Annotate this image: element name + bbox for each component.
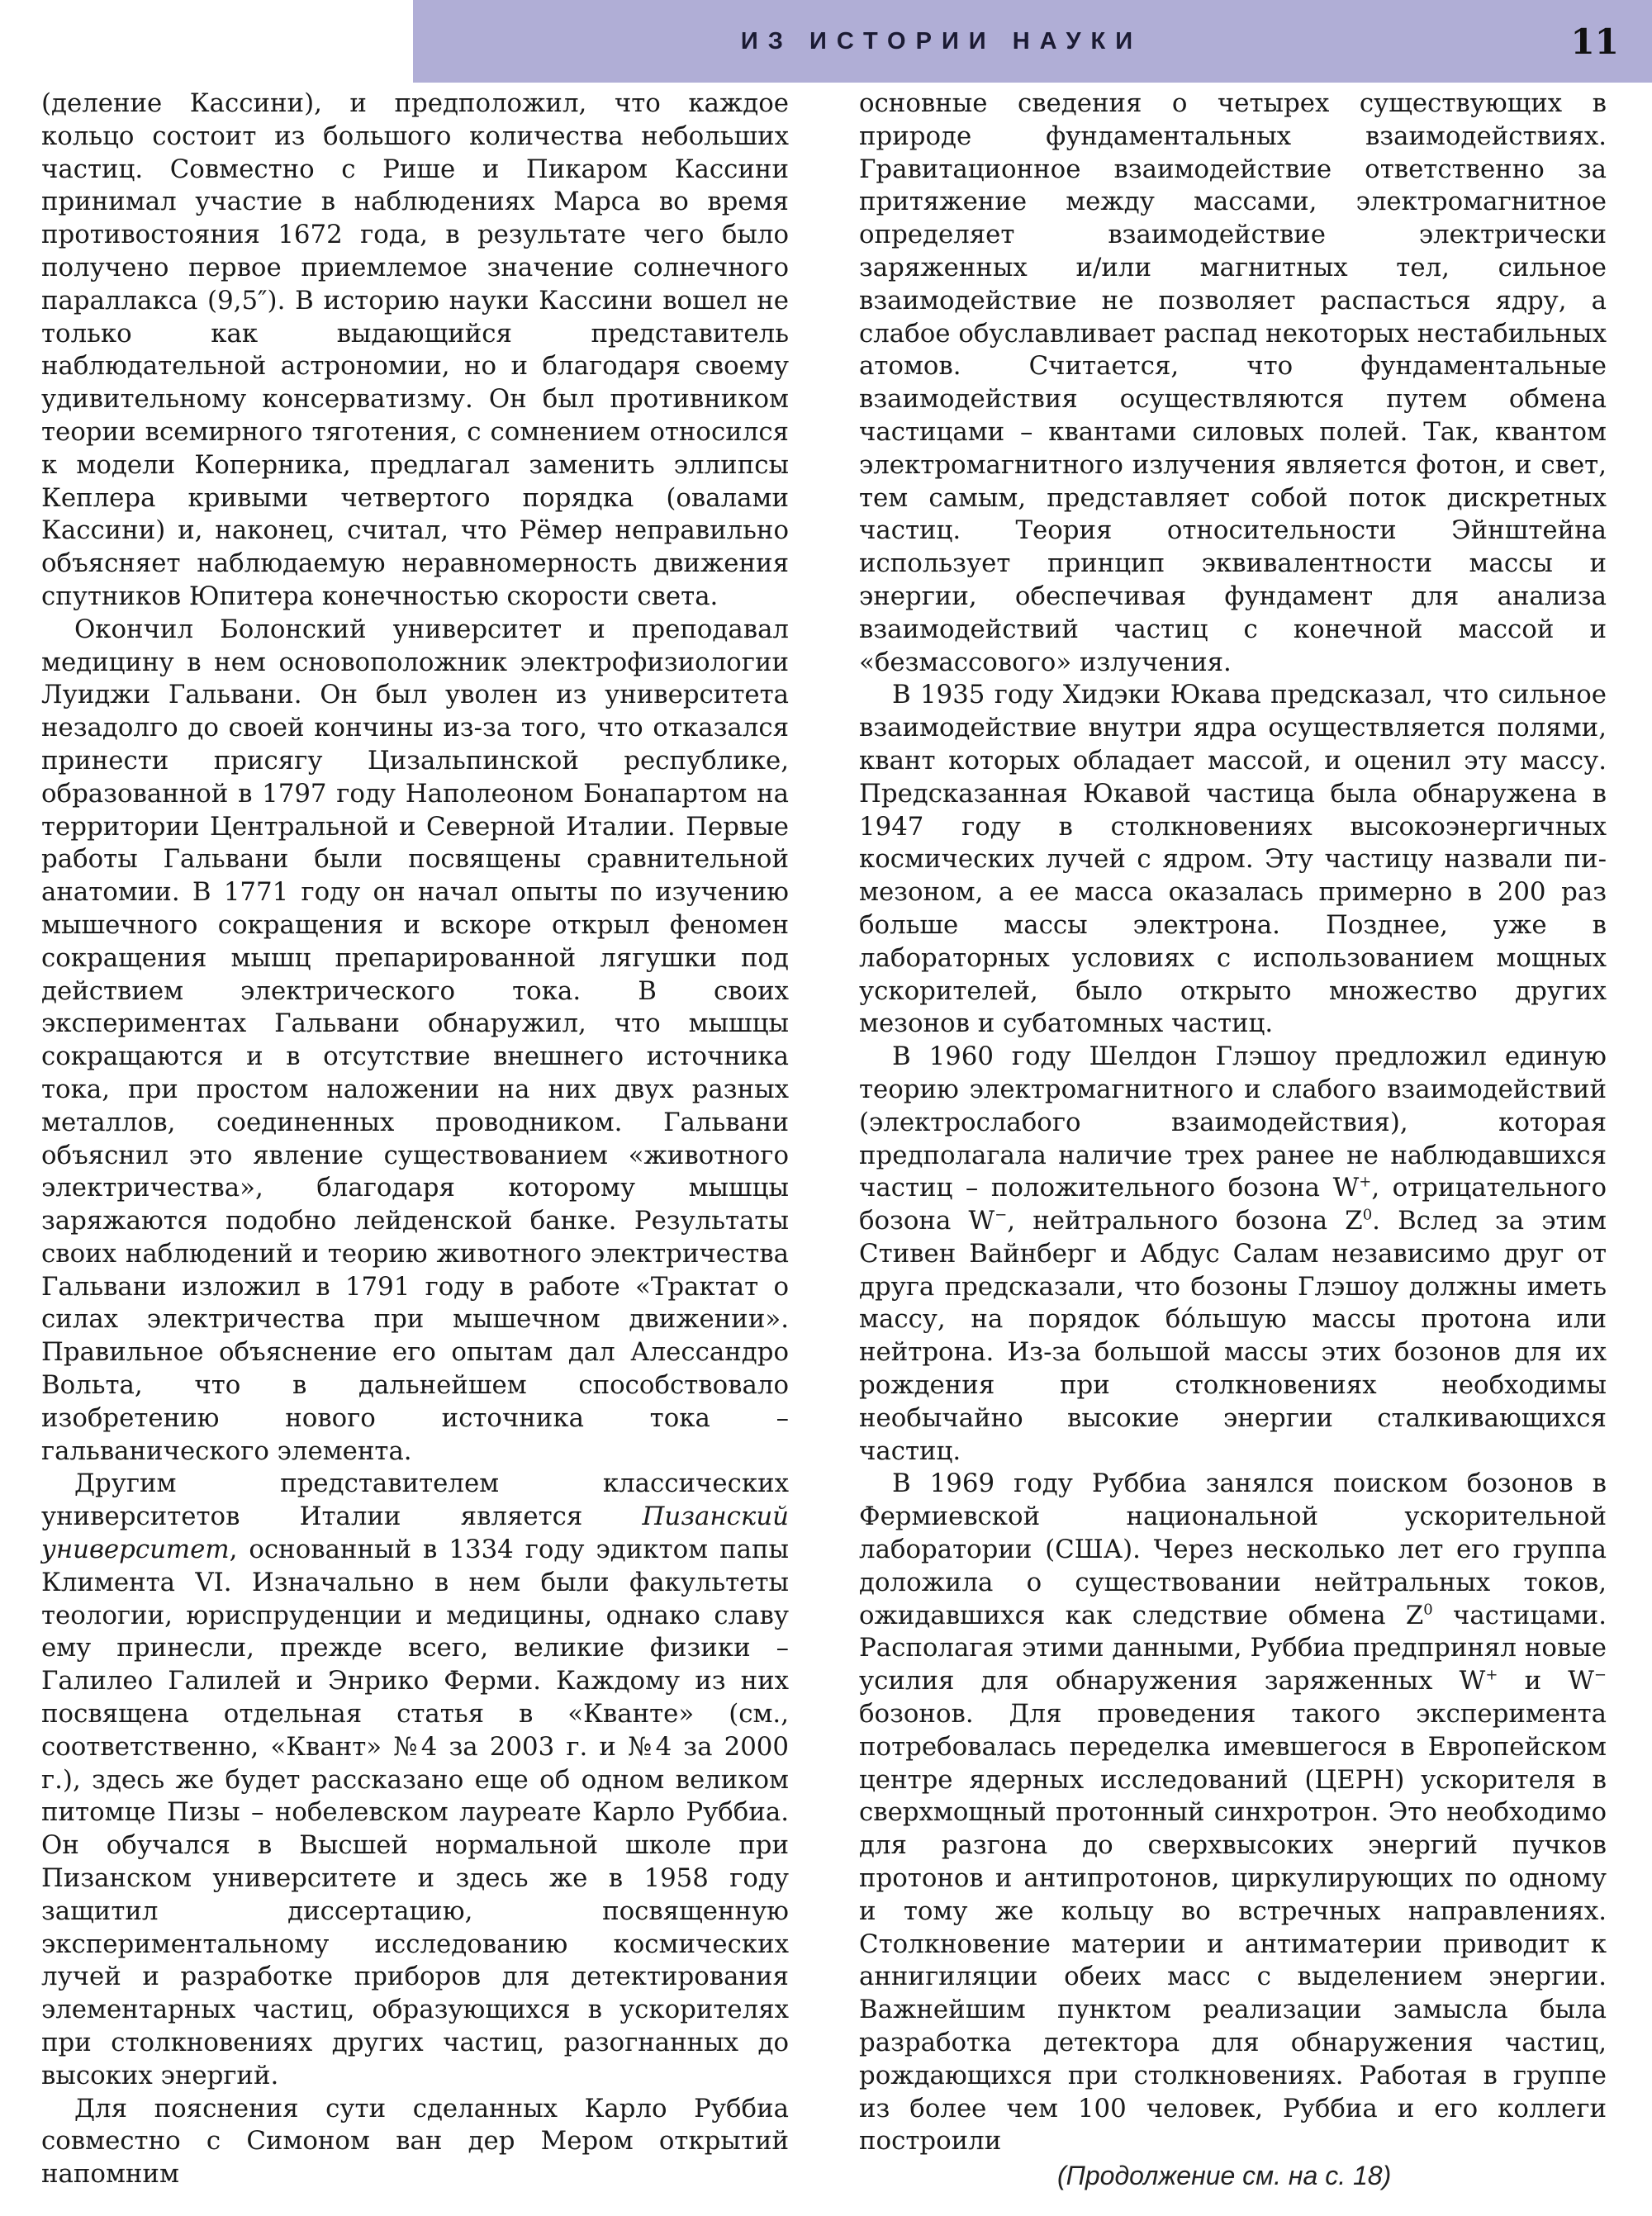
superscript: − xyxy=(1593,1666,1607,1684)
superscript: − xyxy=(995,1206,1008,1224)
left-column xyxy=(41,88,789,2190)
text-run: бозонов. Для проведения такого эксперимента потребовалась переделка имевшегося в Европейском центре ядерных исследований (ЦЕРН) ускорителя в сверхмощный протонный синхротрон. Это необходимо для разгона до сверхвысоких энергий пучков протонов и антипротонов, циркулирующих по одному и тому же кольцу во встречных направлениях. Столкновение материи и антиматерии приводит к аннигиляции обеих масс с выделением энергии. Важнейшим пунктом реализации замысла была разработка детектора для обнаружения частиц, рождающихся при столкновениях. Работая в группе из более чем 100 человек, Руббиа и его коллеги построили xyxy=(859,1699,1607,2157)
text-run: . Вслед за этим Стивен Вайнберг и Абдус Салам независимо друг от друга предсказали, что бозоны Глэшоу должны иметь массу, на порядок бóльшую массы протона или нейтрона. Из-за большой массы этих бозонов для их рождения при столкновениях необходимы необычайно высокие энергии сталкивающихся частиц. xyxy=(859,1206,1607,1466)
section-title: ИЗ ИСТОРИИ НАУКИ xyxy=(740,27,1143,55)
text-run: , основанный в 1334 году эдиктом папы Климента VI. Изначально в нем были факультеты теологии, юриспруденции и медицины, однако славу ему принесли, прежде всего, великие физики – Галилео Галилей и Энрико Ферми. Каждому из них посвящена отдельная статья в «Кванте» (см., соответственно, «Квант» №4 за 2003 г. и №4 за 2000 г.), здесь же будет рассказано еще об одном великом питомце Пизы – нобелевском лауреате Карло Руббиа. Он обучался в Высшей нормальной школе при Пизанском университете и здесь же в 1958 году защитил диссертацию, посвященную экспериментальному исследованию космических лучей и разработке приборов для детектирования элементарных частиц, образующихся в ускорителях при столкновениях других частиц, разогнанных до высоких энергий. xyxy=(41,1535,789,2090)
right-column xyxy=(859,88,1607,2157)
text-run: , отрицательного бозона W xyxy=(859,1173,1607,1236)
text-run: В 1960 году Шелдон Глэшоу предложил единую теорию электромагнитного и слабого взаимодействий (электрослабого взаимодействия), которая предполагала наличие трех ранее не наблюдавшихся частиц – положительного бозона W xyxy=(859,1042,1607,1203)
superscript: 0 xyxy=(1423,1601,1433,1619)
paragraph: основные сведения о четырех существующих в природе фундаментальных взаимодействиях. Гравитационное взаимодействие ответственно за притяжение между массами, электромагнитное определяет взаимодействие электрически заряженных и/или магнитных тел, сильное взаимодействие не позволяет распасться ядру, а слабое обуславливает распад некоторых нестабильных атомов. Считается, что фундаментальные взаимодействия осуществляются путем обмена частицами – квантами силовых полей. Так, квантом электромагнитного излучения является фотон, и свет, тем самым, представляет собой поток дискретных частиц. Теория относительности Эйнштейна использует принцип эквивалентности массы и энергии, обеспечивая фундамент для анализа взаимодействий частиц с конечной массой и «безмассового» излучения. xyxy=(859,88,1607,677)
text-run: частицами. Располагая этими данными, Руббиа предпринял новые усилия для обнаружения заряженных W xyxy=(859,1600,1607,1696)
paragraph: Для пояснения сути сделанных Карло Руббиа совместно с Симоном ван дер Мером открытий напомним xyxy=(41,2093,789,2190)
text-run: и W xyxy=(1498,1666,1594,1696)
paragraph xyxy=(859,1468,1607,2158)
superscript: 0 xyxy=(1362,1206,1373,1224)
paragraph xyxy=(859,1041,1607,1468)
text-run: , нейтрального бозона Z xyxy=(1007,1206,1363,1236)
paragraph xyxy=(41,1468,789,2092)
page-number: 11 xyxy=(1570,21,1619,62)
paragraph: В 1935 году Хидэки Юкава предсказал, что сильное взаимодействие внутри ядра осуществляется полями, квант которых обладает массой, и оценил эту массу. Предсказанная Юкавой частица была обнаружена в 1947 году в столкновениях высокоэнергичных космических лучей с ядром. Эту частицу назвали пи-мезоном, а ее масса оказалась примерно в 200 раз больше массы электрона. Позднее, уже в лабораторных условиях с использованием мощных ускорителей, было открыто множество других мезонов и субатомных частиц. xyxy=(859,680,1607,1039)
continuation-note: (Продолжение см. на с. 18) xyxy=(1057,2161,1392,2190)
paragraph: Окончил Болонский университет и преподавал медицину в нем основоположник электрофизиологии Луиджи Гальвани. Он был уволен из университета незадолго до своей кончины из-за того, что отказался принести присягу Цизальпинской республике, образованной в 1797 году Наполеоном Бонапартом на территории Центральной и Северной Италии. Первые работы Гальвани были посвящены сравнительной анатомии. В 1771 году он начал опыты по изучению мышечного сокращения и вскоре открыл феномен сокращения мышц препарированной лягушки под действием электрического тока. В своих экспериментах Гальвани обнаружил, что мышцы сокращаются и в отсутствие внешнего источника тока, при простом наложении на них двух разных металлов, соединенных проводником. Гальвани объяснил это явление существованием «животного электричества», благодаря которому мышцы заряжаются подобно лейденской банке. Результаты своих наблюдений и теорию животного электричества Гальвани изложил в 1791 году в работе «Трактат о силах электричества при мышечном движении». Правильное объяснение его опытам дал Алессандро Вольта, что в дальнейшем способствовало изобретению нового источника тока – гальванического элемента. xyxy=(41,614,789,1466)
superscript: + xyxy=(1485,1666,1498,1684)
emphasis-university: Пизанский университет xyxy=(41,1502,789,1565)
superscript: + xyxy=(1359,1174,1372,1192)
text-run: В 1969 году Руббиа занялся поиском бозонов в Фермиевской национальной ускорительной лаборатории (США). Через несколько лет его группа доложила о существовании нейтральных токов, ожидавшихся как следствие обмена Z xyxy=(859,1469,1607,1630)
paragraph: (деление Кассини), и предположил, что каждое кольцо состоит из большого количества небольших частиц. Совместно с Рише и Пикаром Кассини принимал участие в наблюдениях Марса во время противостояния 1672 года, в результате чего было получено первое приемлемое значение солнечного параллакса (9,5″). В историю науки Кассини вошел не только как выдающийся представитель наблюдательной астрономии, но и благодаря своему удивительному консерватизму. Он был противником теории всемирного тяготения, с сомнением относился к модели Коперника, предлагал заменить эллипсы Кеплера кривыми четвертого порядка (овалами Кассини) и, наконец, считал, что Рёмер неправильно объясняет наблюдаемую неравномерность движения спутников Юпитера конечностью скорости света. xyxy=(41,88,789,611)
text-run: Другим представителем классических университетов Италии является xyxy=(41,1469,789,1532)
